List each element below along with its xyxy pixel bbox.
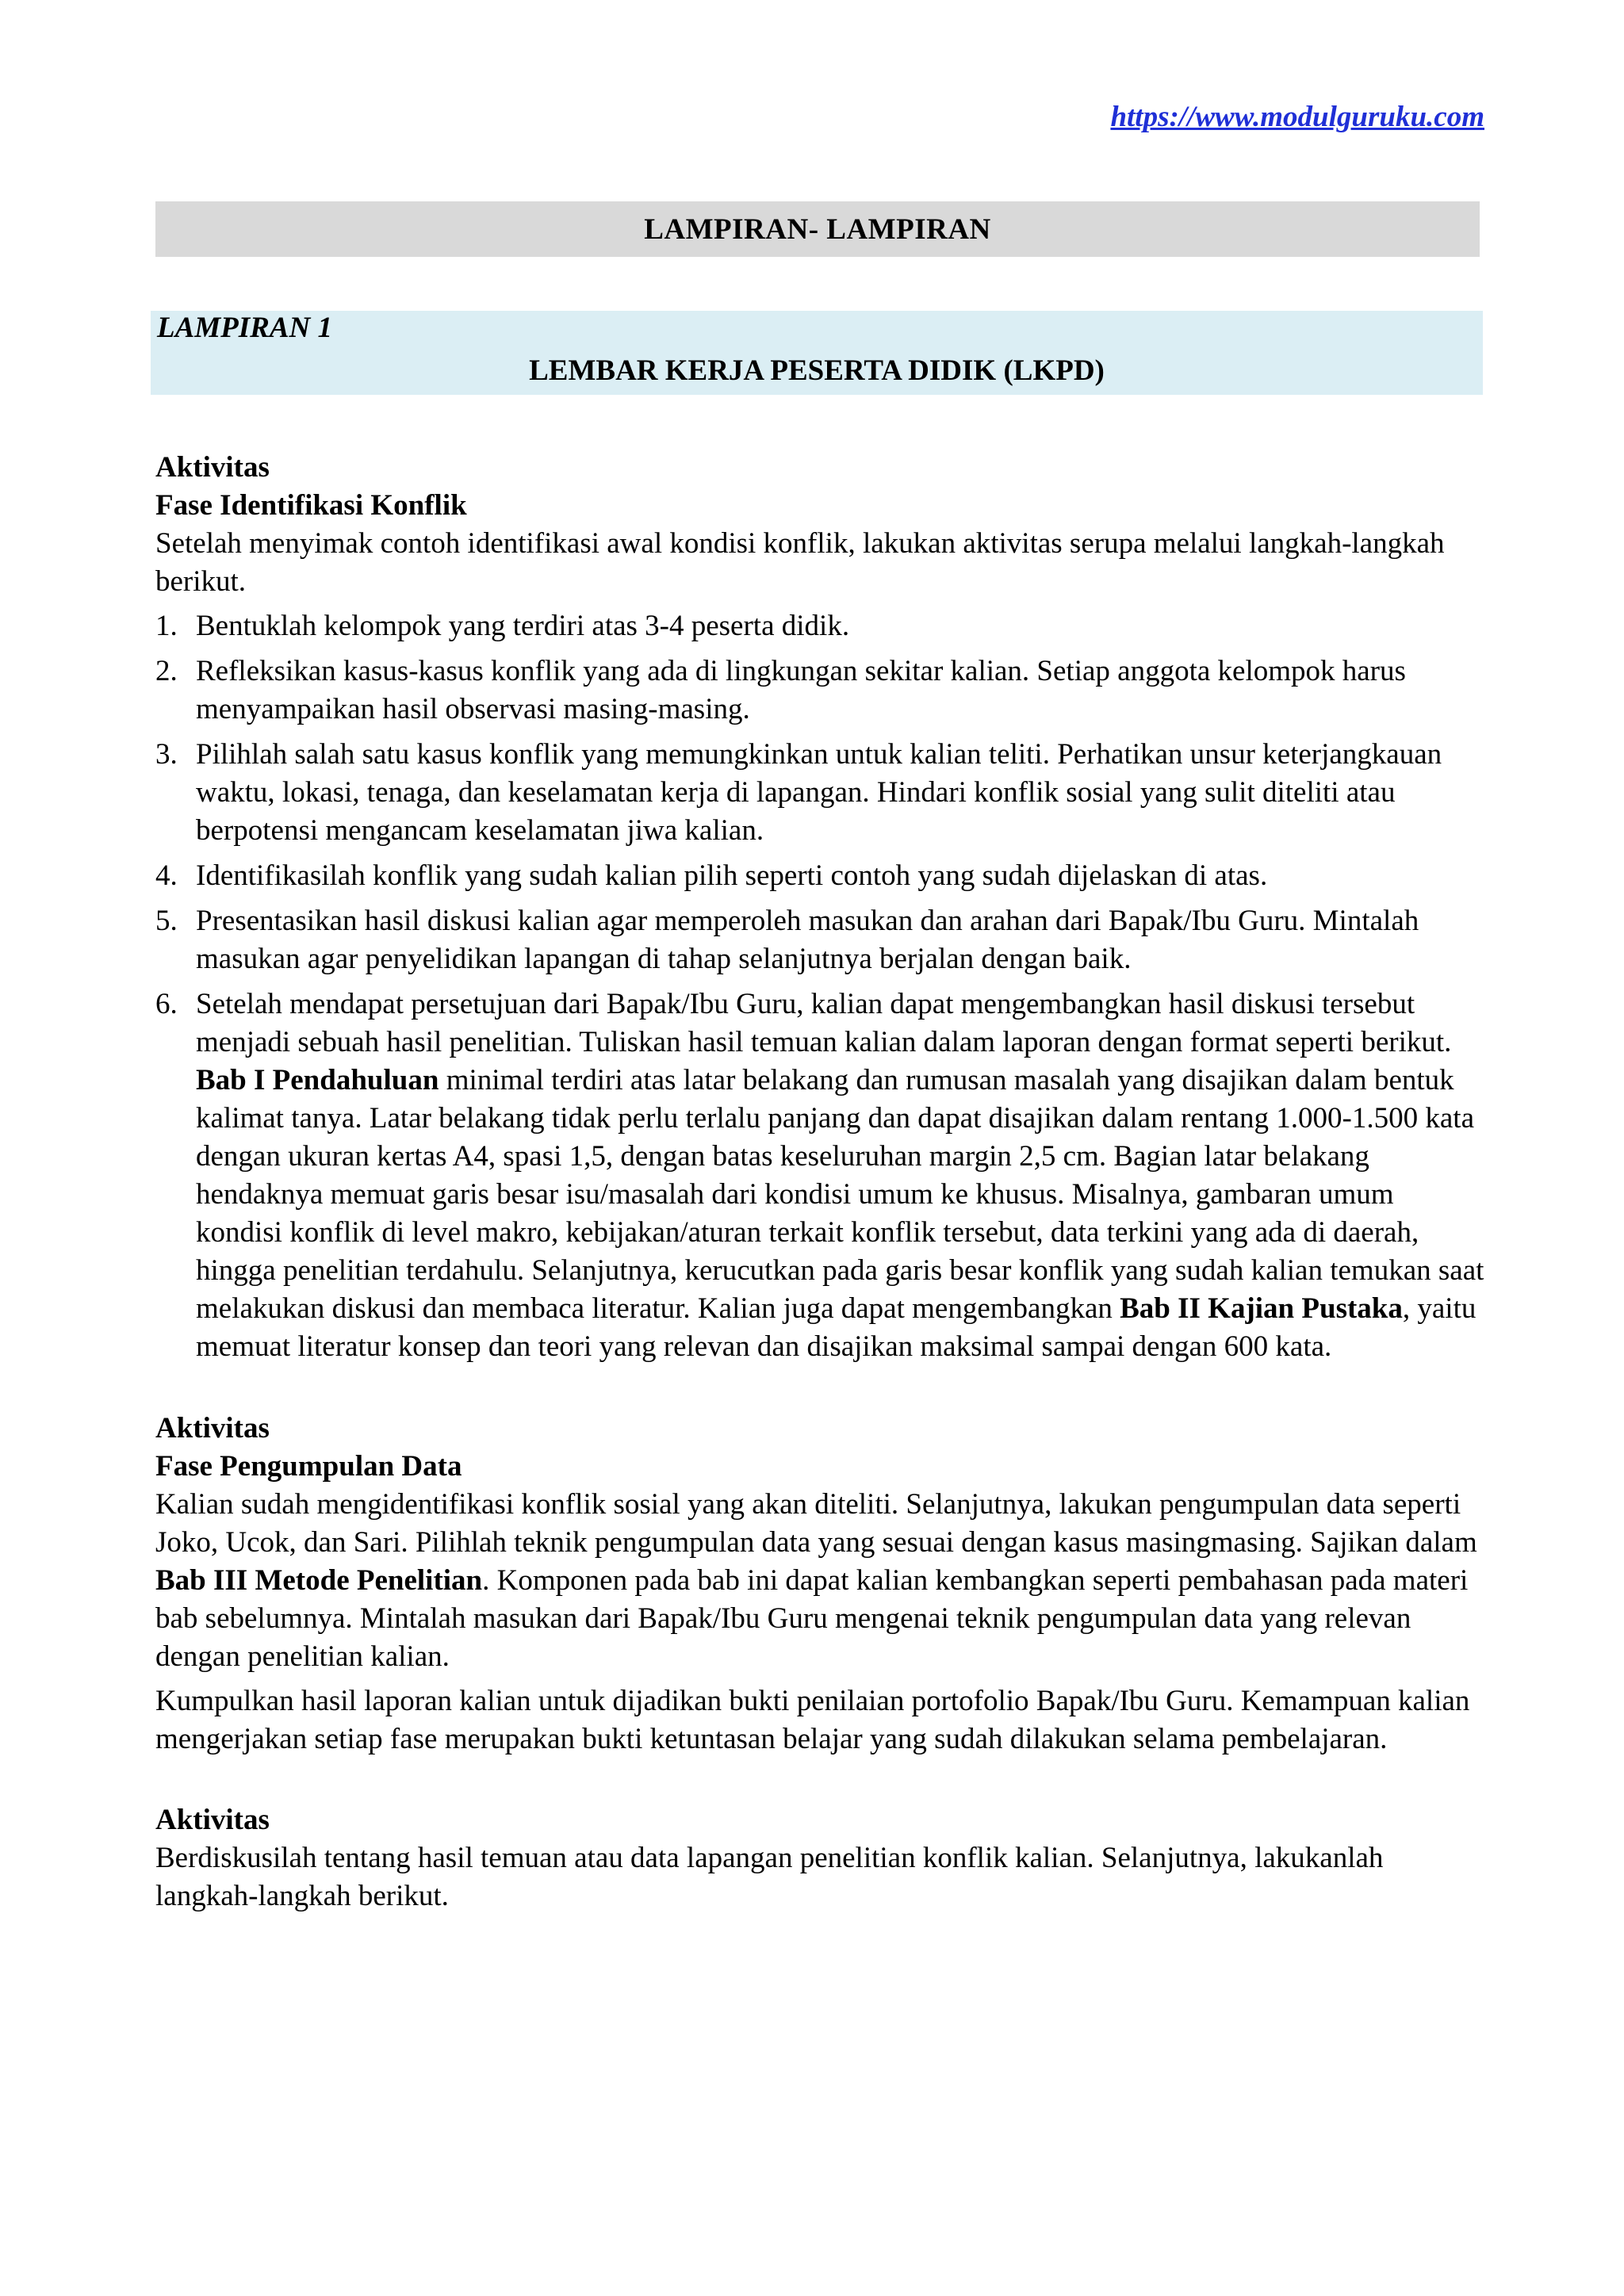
step-number: 2. — [155, 655, 178, 687]
step-text: Refleksikan kasus-kasus konflik yang ada di lingkungan sekitar kalian. Setiap anggota kelompok harus menyampaikan hasil observasi masing-masing. — [196, 655, 1406, 725]
section2-heading: Aktivitas — [155, 1412, 270, 1445]
bab1-title: Bab I Pendahuluan — [196, 1064, 439, 1096]
section2-paragraph — [155, 1486, 1484, 1676]
list-item — [155, 607, 1484, 645]
section2-subheading: Fase Pengumpulan Data — [155, 1450, 462, 1483]
step-text: Presentasikan hasil diskusi kalian agar memperoleh masukan dan arahan dari Bapak/Ibu Guru. Mintalah masukan agar penyelidikan lapangan di tahap selanjutnya berjalan dengan baik. — [196, 905, 1419, 975]
step-number: 6. — [155, 988, 178, 1020]
list-item — [155, 857, 1484, 895]
step-number: 5. — [155, 905, 178, 937]
step-text: minimal terdiri atas latar belakang dan rumusan masalah yang disajikan dalam bentuk kalimat tanya. Latar belakang tidak perlu terlalu panjang dan dapat disajikan dalam rentang 1.000-1.500 kata dengan ukuran kertas A4, spasi 1,5, dengan batas keseluruhan margin 2,5 cm. Bagian latar belakang hendaknya memuat garis besar isu/masalah dari kondisi umum ke khusus. Misalnya, gambaran umum kondisi konflik di level makro, kebijakan/aturan terkait konflik tersebut, data terkini yang ada di daerah, hingga penelitian terdahulu. Selanjutnya, kerucutkan pada garis besar konflik yang sudah kalian temukan saat melakukan diskusi dan membaca literatur. Kalian juga dapat mengembangkan — [196, 1064, 1484, 1325]
section3-heading: Aktivitas — [155, 1804, 270, 1836]
appendix-title: LEMBAR KERJA PESERTA DIDIK (LKPD) — [529, 354, 1105, 387]
step-text: Bentuklah kelompok yang terdiri atas 3-4 peserta didik. — [196, 610, 850, 642]
step-number: 3. — [155, 738, 178, 771]
website-link[interactable]: https://www.modulguruku.com — [1110, 101, 1484, 133]
page-title: LAMPIRAN- LAMPIRAN — [644, 212, 991, 246]
list-item — [155, 736, 1484, 850]
main-title-bar — [155, 201, 1480, 257]
paragraph-text: Kalian sudah mengidentifikasi konflik sosial yang akan diteliti. Selanjutnya, lakukan pengumpulan data seperti Joko, Ucok, dan Sari. Pilihlah teknik pengumpulan data yang sesuai dengan kasus masingmasing. Sajikan dalam — [155, 1488, 1477, 1559]
step-text: , yaitu memuat literatur konsep dan teori yang relevan dan disajikan maksimal sampai dengan 600 kata. — [196, 1292, 1477, 1363]
section1-heading: Aktivitas — [155, 451, 270, 484]
step-text: Identifikasilah konflik yang sudah kalian pilih seperti contoh yang sudah dijelaskan di atas. — [196, 859, 1268, 892]
step-number: 4. — [155, 859, 178, 892]
list-item — [155, 985, 1484, 1366]
document-body — [155, 449, 1484, 1922]
section1-intro: Setelah menyimak contoh identifikasi awal kondisi konflik, lakukan aktivitas serupa melalui langkah-langkah berikut. — [155, 527, 1445, 598]
bab3-title: Bab III Metode Penelitian — [155, 1564, 483, 1597]
section3-paragraph: Berdiskusilah tentang hasil temuan atau data lapangan penelitian konflik kalian. Selanjutnya, lakukanlah langkah-langkah berikut. — [155, 1842, 1384, 1912]
section1-subheading: Fase Identifikasi Konflik — [155, 489, 467, 522]
appendix-label: LAMPIRAN 1 — [157, 312, 333, 344]
step-text: Setelah mendapat persetujuan dari Bapak/Ibu Guru, kalian dapat mengembangkan hasil diskusi tersebut menjadi sebuah hasil penelitian. Tuliskan hasil temuan kalian dalam laporan dengan format seperti berikut. — [196, 988, 1452, 1058]
step-text: Pilihlah salah satu kasus konflik yang memungkinkan untuk kalian teliti. Perhatikan unsur keterjangkauan waktu, lokasi, tenaga, dan keselamatan kerja di lapangan. Hindari konflik sosial yang sulit diteliti atau berpotensi mengancam keselamatan jiwa kalian. — [196, 738, 1442, 847]
bab2-title: Bab II Kajian Pustaka — [1120, 1292, 1403, 1325]
step-number: 1. — [155, 610, 178, 642]
step-list — [155, 607, 1484, 1366]
appendix-header-box — [151, 311, 1483, 395]
section2-paragraph-2: Kumpulkan hasil laporan kalian untuk dijadikan bukti penilaian portofolio Bapak/Ibu Guru. Kemampuan kalian mengerjakan setiap fase merupakan bukti ketuntasan belajar yang sudah dilakukan selama pembelajaran. — [155, 1685, 1470, 1755]
list-item — [155, 652, 1484, 729]
paragraph-text: . Komponen pada bab ini dapat kalian kembangkan seperti pembahasan pada materi bab sebelumnya. Mintalah masukan dari Bapak/Ibu Guru mengenai teknik pengumpulan data yang relevan dengan penelitian kalian. — [155, 1564, 1469, 1673]
list-item — [155, 902, 1484, 978]
